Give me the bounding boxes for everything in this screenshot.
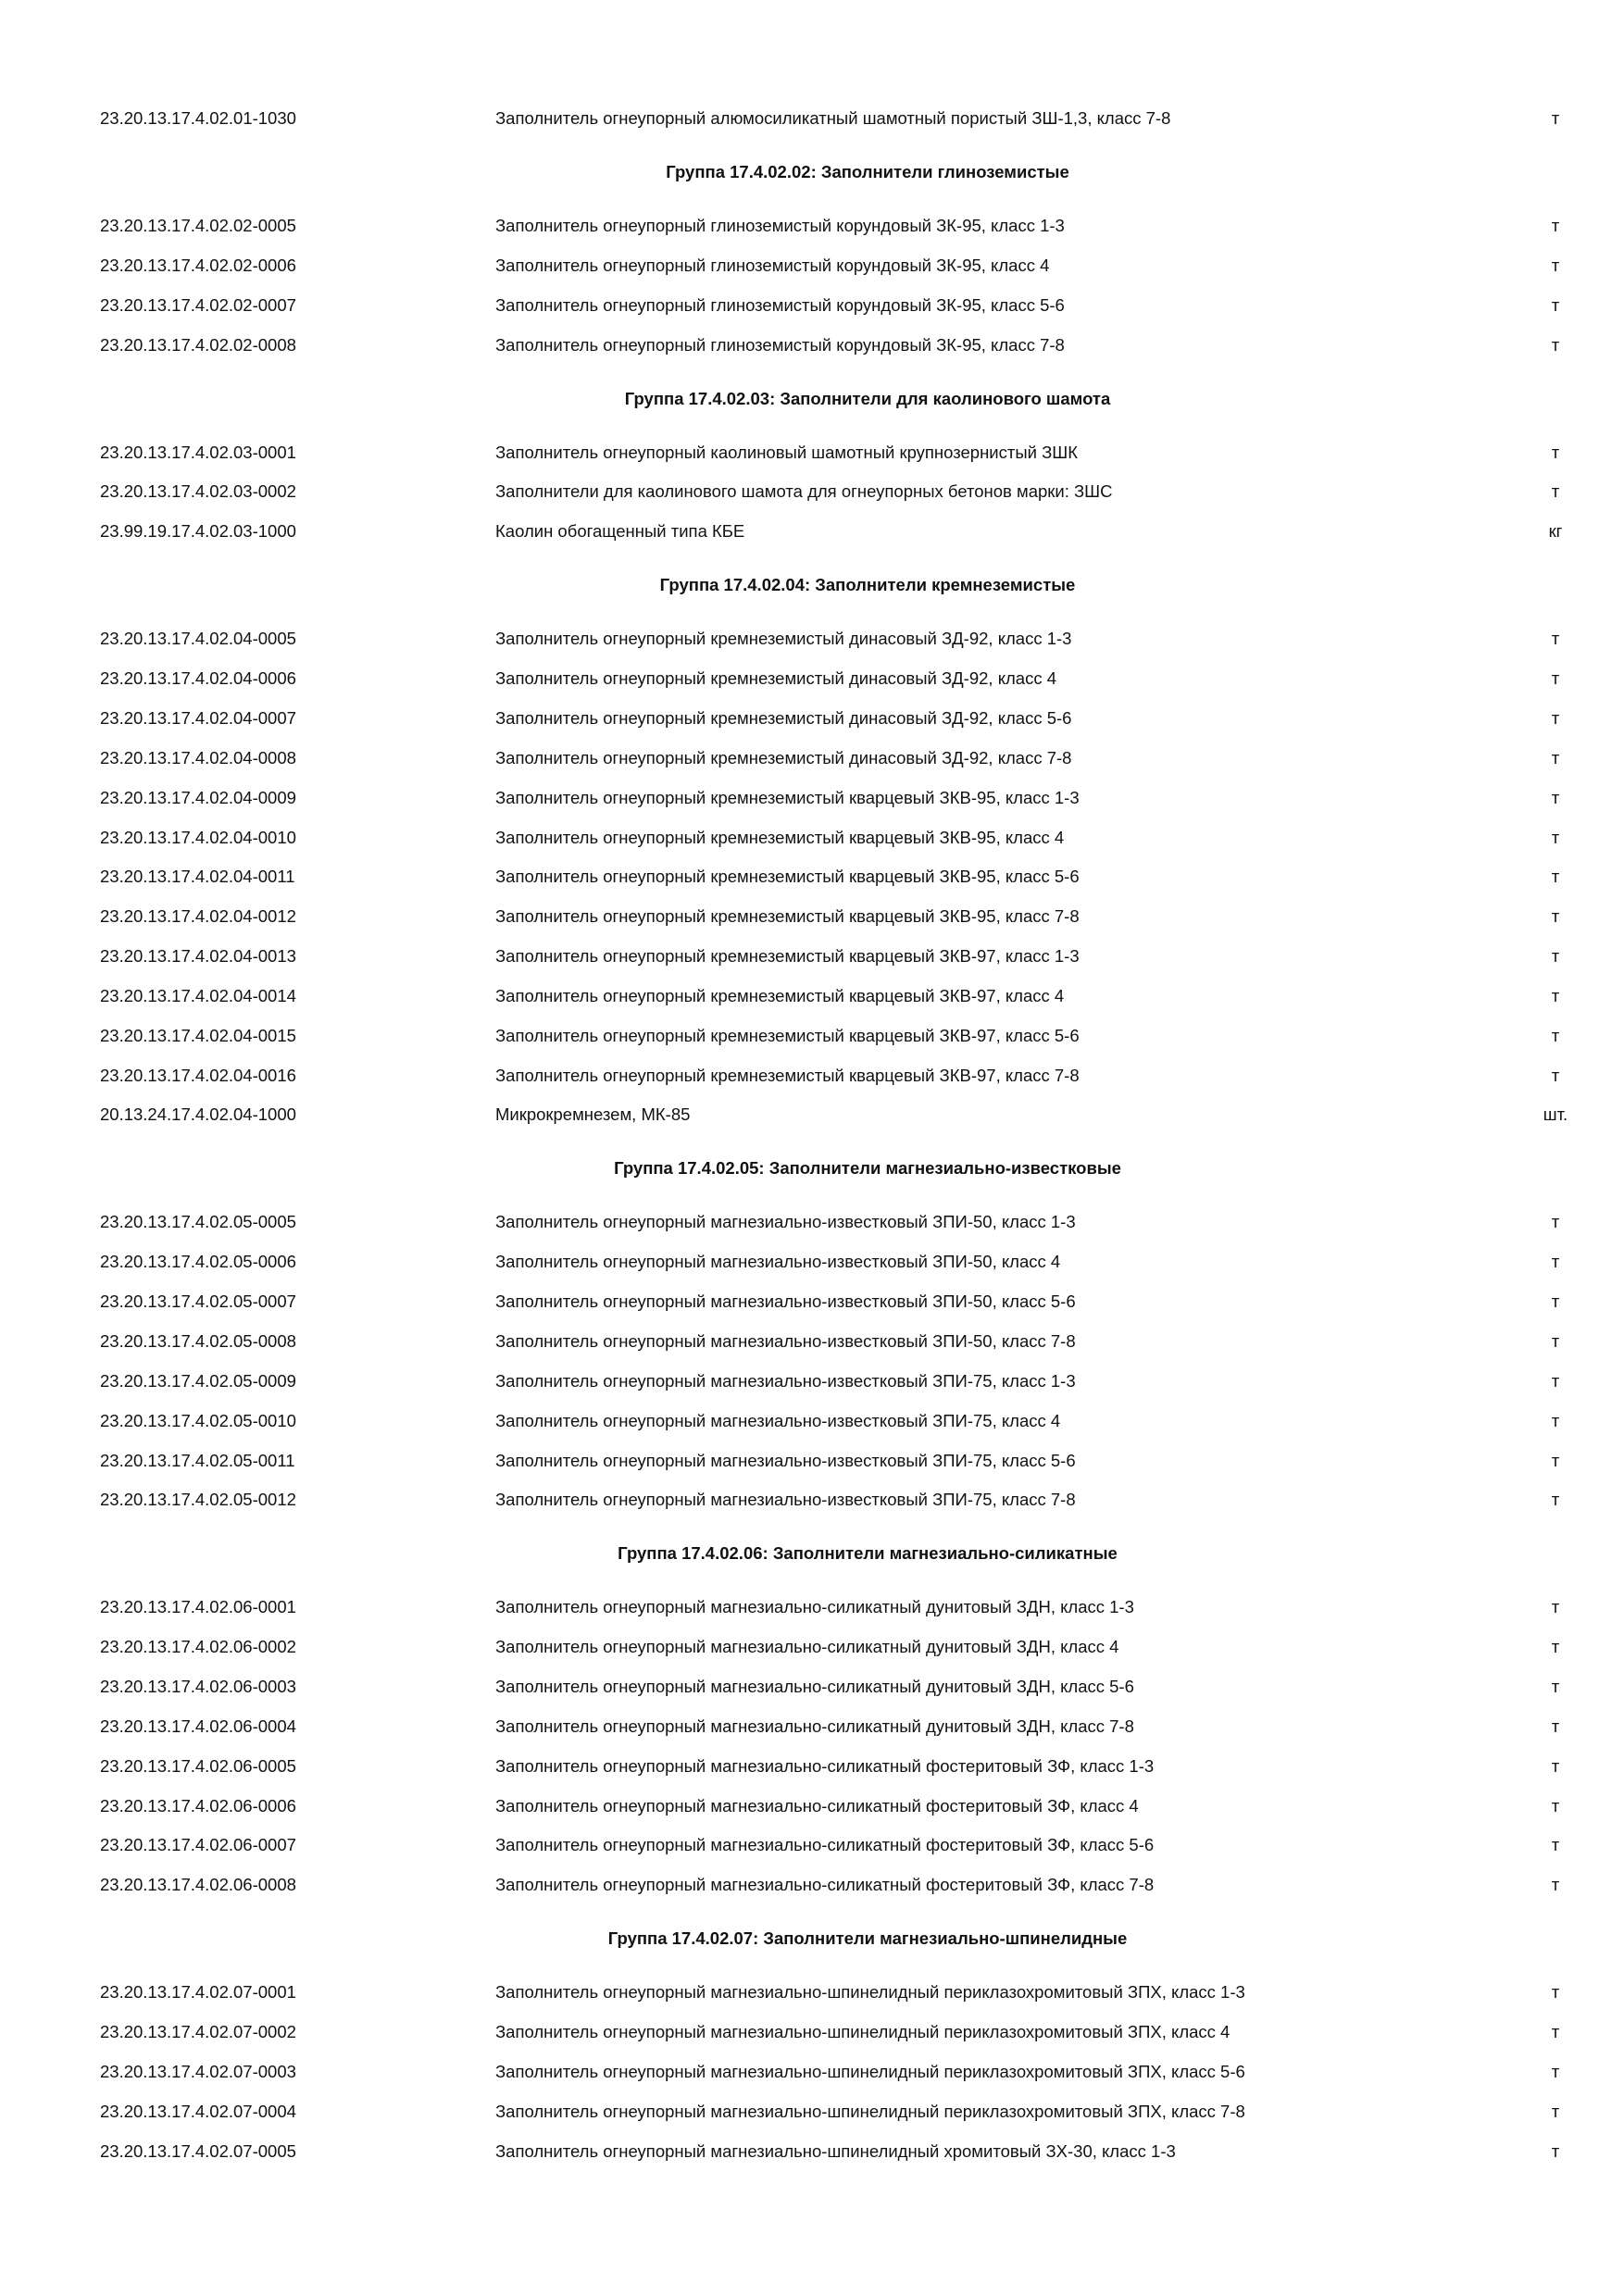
unit-of-measure: т [1551, 1982, 1560, 2002]
unit-of-measure: т [1551, 906, 1560, 926]
resource-code: 23.20.13.17.4.02.05-0008 [100, 1331, 296, 1351]
group-heading [0, 571, 1624, 599]
group-heading [0, 385, 1624, 413]
unit-of-measure: т [1551, 1411, 1560, 1430]
table-row [0, 1288, 1624, 1316]
table-row [0, 744, 1624, 772]
resource-code: 23.20.13.17.4.02.06-0008 [100, 1875, 296, 1894]
table-row [0, 1248, 1624, 1276]
resource-code: 23.20.13.17.4.02.04-0008 [100, 748, 296, 767]
resource-code: 23.20.13.17.4.02.02-0005 [100, 216, 296, 235]
resource-name: Заполнитель огнеупорный магнезиально-силикатный фостеритовый ЗФ, класс 7-8 [495, 1875, 1155, 1894]
table-row [0, 1367, 1624, 1395]
unit-of-measure: т [1551, 986, 1560, 1005]
resource-name: Заполнитель огнеупорный магнезиально-известковый ЗПИ-50, класс 7-8 [495, 1331, 1076, 1351]
table-row [0, 1713, 1624, 1741]
resource-code: 23.20.13.17.4.02.06-0004 [100, 1716, 296, 1736]
resource-name: Каолин обогащенный типа КБЕ [495, 521, 745, 541]
resource-name: Заполнитель огнеупорный магнезиально-известковый ЗПИ-50, класс 5-6 [495, 1292, 1076, 1311]
table-row [0, 1978, 1624, 2006]
resource-code: 23.20.13.17.4.02.06-0007 [100, 1835, 296, 1854]
resource-code: 23.20.13.17.4.02.06-0003 [100, 1677, 296, 1696]
group-title: Группа 17.4.02.07: Заполнители магнезиально-шпинелидные [607, 1928, 1128, 1948]
resource-name: Заполнители для каолинового шамота для огнеупорных бетонов марки: ЗШС [495, 481, 1113, 501]
resource-code: 23.20.13.17.4.02.04-0006 [100, 668, 296, 688]
resource-code: 23.20.13.17.4.02.04-0009 [100, 788, 296, 807]
resource-name: Заполнитель огнеупорный магнезиально-силикатный дунитовый ЗДН, класс 7-8 [495, 1716, 1134, 1736]
resource-name: Заполнитель огнеупорный магнезиально-силикатный фостеритовый ЗФ, класс 4 [495, 1796, 1139, 1816]
unit-of-measure: т [1551, 946, 1560, 966]
resource-code: 23.20.13.17.4.02.05-0007 [100, 1292, 296, 1311]
table-row [0, 252, 1624, 280]
table-row [0, 1407, 1624, 1435]
group-title: Группа 17.4.02.04: Заполнители кремнеземистые [659, 575, 1076, 594]
resource-name: Заполнитель огнеупорный магнезиально-шпинелидный хромитовый ЗХ-30, класс 1-3 [495, 2141, 1176, 2161]
table-row [0, 1673, 1624, 1701]
table-row [0, 705, 1624, 732]
unit-of-measure: т [1551, 1835, 1560, 1854]
table-row [0, 1871, 1624, 1899]
resource-code: 23.20.13.17.4.02.05-0005 [100, 1212, 296, 1231]
resource-name: Заполнитель огнеупорный кремнеземистый кварцевый ЗКВ-95, класс 5-6 [495, 867, 1080, 886]
resource-code: 23.20.13.17.4.02.06-0006 [100, 1796, 296, 1816]
unit-of-measure: т [1551, 1796, 1560, 1816]
unit-of-measure: т [1551, 481, 1560, 501]
unit-of-measure: т [1551, 108, 1560, 128]
table-row [0, 2058, 1624, 2086]
resource-code: 23.20.13.17.4.02.04-0007 [100, 708, 296, 728]
resource-name: Заполнитель огнеупорный кремнеземистый кварцевый ЗКВ-95, класс 4 [495, 828, 1065, 847]
resource-name: Заполнитель огнеупорный глиноземистый корундовый ЗК-95, класс 1-3 [495, 216, 1065, 235]
table-row [0, 1447, 1624, 1475]
resource-code: 23.20.13.17.4.02.05-0012 [100, 1490, 296, 1509]
unit-of-measure: кг [1548, 521, 1563, 541]
resource-name: Заполнитель огнеупорный магнезиально-шпинелидный периклазохромитовый ЗПХ, класс 7-8 [495, 2102, 1245, 2121]
resource-name: Заполнитель огнеупорный магнезиально-шпинелидный периклазохромитовый ЗПХ, класс 4 [495, 2022, 1230, 2041]
unit-of-measure: т [1551, 1252, 1560, 1271]
resource-code: 23.20.13.17.4.02.03-0001 [100, 443, 296, 462]
group-heading [0, 1925, 1624, 1953]
resource-name: Заполнитель огнеупорный глиноземистый корундовый ЗК-95, класс 4 [495, 256, 1050, 275]
table-row [0, 105, 1624, 132]
resource-name: Заполнитель огнеупорный алюмосиликатный шамотный пористый ЗШ-1,3, класс 7-8 [495, 108, 1171, 128]
table-row [0, 942, 1624, 970]
table-row [0, 824, 1624, 852]
resource-name: Заполнитель огнеупорный кремнеземистый кварцевый ЗКВ-97, класс 1-3 [495, 946, 1080, 966]
group-title: Группа 17.4.02.03: Заполнители для каолинового шамота [624, 389, 1111, 408]
resource-code: 23.20.13.17.4.02.01-1030 [100, 108, 296, 128]
resource-code: 23.20.13.17.4.02.04-0014 [100, 986, 296, 1005]
resource-name: Заполнитель огнеупорный магнезиально-силикатный фостеритовый ЗФ, класс 5-6 [495, 1835, 1155, 1854]
resource-code: 23.20.13.17.4.02.04-0012 [100, 906, 296, 926]
table-row [0, 1593, 1624, 1621]
group-heading [0, 1154, 1624, 1182]
resource-name: Микрокремнезем, МК-85 [495, 1104, 691, 1124]
table-row [0, 1208, 1624, 1236]
resource-name: Заполнитель огнеупорный кремнеземистый кварцевый ЗКВ-97, класс 5-6 [495, 1026, 1080, 1045]
group-title: Группа 17.4.02.02: Заполнители глиноземистые [666, 162, 1069, 181]
resource-code: 23.20.13.17.4.02.04-0016 [100, 1066, 296, 1085]
table-row [0, 1486, 1624, 1514]
resource-code: 23.99.19.17.4.02.03-1000 [100, 521, 296, 541]
unit-of-measure: т [1551, 708, 1560, 728]
resource-code: 23.20.13.17.4.02.06-0005 [100, 1756, 296, 1776]
resource-code: 23.20.13.17.4.02.04-0013 [100, 946, 296, 966]
unit-of-measure: т [1551, 1637, 1560, 1656]
resource-name: Заполнитель огнеупорный каолиновый шамотный крупнозернистый ЗШК [495, 443, 1079, 462]
group-heading [0, 1540, 1624, 1567]
unit-of-measure: т [1551, 1066, 1560, 1085]
table-row [0, 292, 1624, 319]
resource-name: Заполнитель огнеупорный магнезиально-известковый ЗПИ-75, класс 7-8 [495, 1490, 1076, 1509]
unit-of-measure: т [1551, 1451, 1560, 1470]
resource-name: Заполнитель огнеупорный магнезиально-силикатный дунитовый ЗДН, класс 1-3 [495, 1597, 1134, 1616]
table-row [0, 625, 1624, 653]
resource-name: Заполнитель огнеупорный магнезиально-силикатный фостеритовый ЗФ, класс 1-3 [495, 1756, 1155, 1776]
unit-of-measure: т [1551, 828, 1560, 847]
resource-name: Заполнитель огнеупорный кремнеземистый динасовый ЗД-92, класс 7-8 [495, 748, 1072, 767]
resource-code: 23.20.13.17.4.02.02-0006 [100, 256, 296, 275]
unit-of-measure: т [1551, 668, 1560, 688]
unit-of-measure: т [1551, 1026, 1560, 1045]
group-heading [0, 158, 1624, 186]
resource-name: Заполнитель огнеупорный магнезиально-шпинелидный периклазохромитовый ЗПХ, класс 5-6 [495, 2062, 1245, 2081]
resource-code: 23.20.13.17.4.02.07-0005 [100, 2141, 296, 2161]
resource-code: 23.20.13.17.4.02.05-0011 [100, 1451, 295, 1470]
resource-code: 23.20.13.17.4.02.02-0007 [100, 295, 296, 315]
unit-of-measure: т [1551, 867, 1560, 886]
table-row [0, 863, 1624, 891]
unit-of-measure: т [1551, 2141, 1560, 2161]
table-row [0, 665, 1624, 693]
resource-name: Заполнитель огнеупорный магнезиально-известковый ЗПИ-75, класс 5-6 [495, 1451, 1076, 1470]
resource-name: Заполнитель огнеупорный кремнеземистый кварцевый ЗКВ-95, класс 1-3 [495, 788, 1080, 807]
table-row [0, 2098, 1624, 2126]
resource-code: 20.13.24.17.4.02.04-1000 [100, 1104, 296, 1124]
unit-of-measure: т [1551, 748, 1560, 767]
table-row [0, 1831, 1624, 1859]
resource-name: Заполнитель огнеупорный кремнеземистый динасовый ЗД-92, класс 4 [495, 668, 1057, 688]
resource-code: 23.20.13.17.4.02.04-0011 [100, 867, 295, 886]
table-row [0, 1792, 1624, 1820]
table-row [0, 1633, 1624, 1661]
unit-of-measure: т [1551, 2022, 1560, 2041]
table-row [0, 212, 1624, 240]
unit-of-measure: т [1551, 1490, 1560, 1509]
unit-of-measure: т [1551, 256, 1560, 275]
unit-of-measure: т [1551, 1331, 1560, 1351]
table-row [0, 2018, 1624, 2046]
resource-name: Заполнитель огнеупорный магнезиально-известковый ЗПИ-75, класс 1-3 [495, 1371, 1076, 1391]
resource-name: Заполнитель огнеупорный магнезиально-силикатный дунитовый ЗДН, класс 4 [495, 1637, 1119, 1656]
resource-code: 23.20.13.17.4.02.05-0010 [100, 1411, 296, 1430]
table-row [0, 1328, 1624, 1355]
resource-code: 23.20.13.17.4.02.07-0002 [100, 2022, 296, 2041]
resource-code: 23.20.13.17.4.02.03-0002 [100, 481, 296, 501]
table-row [0, 1062, 1624, 1090]
unit-of-measure: т [1551, 1716, 1560, 1736]
table-row [0, 1101, 1624, 1129]
resource-code: 23.20.13.17.4.02.05-0006 [100, 1252, 296, 1271]
resource-code: 23.20.13.17.4.02.05-0009 [100, 1371, 296, 1391]
resource-code: 23.20.13.17.4.02.07-0003 [100, 2062, 296, 2081]
unit-of-measure: т [1551, 1677, 1560, 1696]
table-row [0, 1753, 1624, 1780]
unit-of-measure: т [1551, 629, 1560, 648]
resource-code: 23.20.13.17.4.02.04-0010 [100, 828, 296, 847]
group-title: Группа 17.4.02.05: Заполнители магнезиально-известковые [614, 1158, 1121, 1178]
table-row [0, 1022, 1624, 1050]
table-row [0, 439, 1624, 467]
resource-name: Заполнитель огнеупорный глиноземистый корундовый ЗК-95, класс 5-6 [495, 295, 1065, 315]
table-row [0, 518, 1624, 545]
table-row [0, 903, 1624, 930]
resource-name: Заполнитель огнеупорный магнезиально-известковый ЗПИ-50, класс 4 [495, 1252, 1061, 1271]
table-row [0, 331, 1624, 359]
resource-code: 23.20.13.17.4.02.07-0001 [100, 1982, 296, 2002]
unit-of-measure: т [1551, 2062, 1560, 2081]
table-row [0, 2138, 1624, 2165]
resource-name: Заполнитель огнеупорный магнезиально-известковый ЗПИ-75, класс 4 [495, 1411, 1061, 1430]
unit-of-measure: т [1551, 788, 1560, 807]
resource-code: 23.20.13.17.4.02.02-0008 [100, 335, 296, 355]
unit-of-measure: т [1551, 1212, 1560, 1231]
resource-code: 23.20.13.17.4.02.06-0002 [100, 1637, 296, 1656]
resource-code: 23.20.13.17.4.02.06-0001 [100, 1597, 296, 1616]
unit-of-measure: т [1551, 443, 1560, 462]
unit-of-measure: т [1551, 216, 1560, 235]
resource-name: Заполнитель огнеупорный глиноземистый корундовый ЗК-95, класс 7-8 [495, 335, 1065, 355]
unit-of-measure: т [1551, 1756, 1560, 1776]
resource-code: 23.20.13.17.4.02.04-0005 [100, 629, 296, 648]
unit-of-measure: шт. [1543, 1104, 1568, 1124]
table-row [0, 982, 1624, 1010]
resource-name: Заполнитель огнеупорный кремнеземистый динасовый ЗД-92, класс 5-6 [495, 708, 1072, 728]
unit-of-measure: т [1551, 1292, 1560, 1311]
resource-name: Заполнитель огнеупорный кремнеземистый динасовый ЗД-92, класс 1-3 [495, 629, 1072, 648]
resource-name: Заполнитель огнеупорный магнезиально-шпинелидный периклазохромитовый ЗПХ, класс 1-3 [495, 1982, 1245, 2002]
resource-name: Заполнитель огнеупорный кремнеземистый кварцевый ЗКВ-97, класс 7-8 [495, 1066, 1080, 1085]
group-title: Группа 17.4.02.06: Заполнители магнезиально-силикатные [618, 1543, 1118, 1563]
resource-name: Заполнитель огнеупорный магнезиально-силикатный дунитовый ЗДН, класс 5-6 [495, 1677, 1134, 1696]
resource-code: 23.20.13.17.4.02.07-0004 [100, 2102, 296, 2121]
table-row [0, 784, 1624, 812]
unit-of-measure: т [1551, 1597, 1560, 1616]
unit-of-measure: т [1551, 2102, 1560, 2121]
unit-of-measure: т [1551, 295, 1560, 315]
table-row [0, 478, 1624, 505]
unit-of-measure: т [1551, 335, 1560, 355]
unit-of-measure: т [1551, 1875, 1560, 1894]
resource-name: Заполнитель огнеупорный кремнеземистый кварцевый ЗКВ-97, класс 4 [495, 986, 1065, 1005]
resource-code: 23.20.13.17.4.02.04-0015 [100, 1026, 296, 1045]
unit-of-measure: т [1551, 1371, 1560, 1391]
resource-name: Заполнитель огнеупорный кремнеземистый кварцевый ЗКВ-95, класс 7-8 [495, 906, 1080, 926]
resource-name: Заполнитель огнеупорный магнезиально-известковый ЗПИ-50, класс 1-3 [495, 1212, 1076, 1231]
